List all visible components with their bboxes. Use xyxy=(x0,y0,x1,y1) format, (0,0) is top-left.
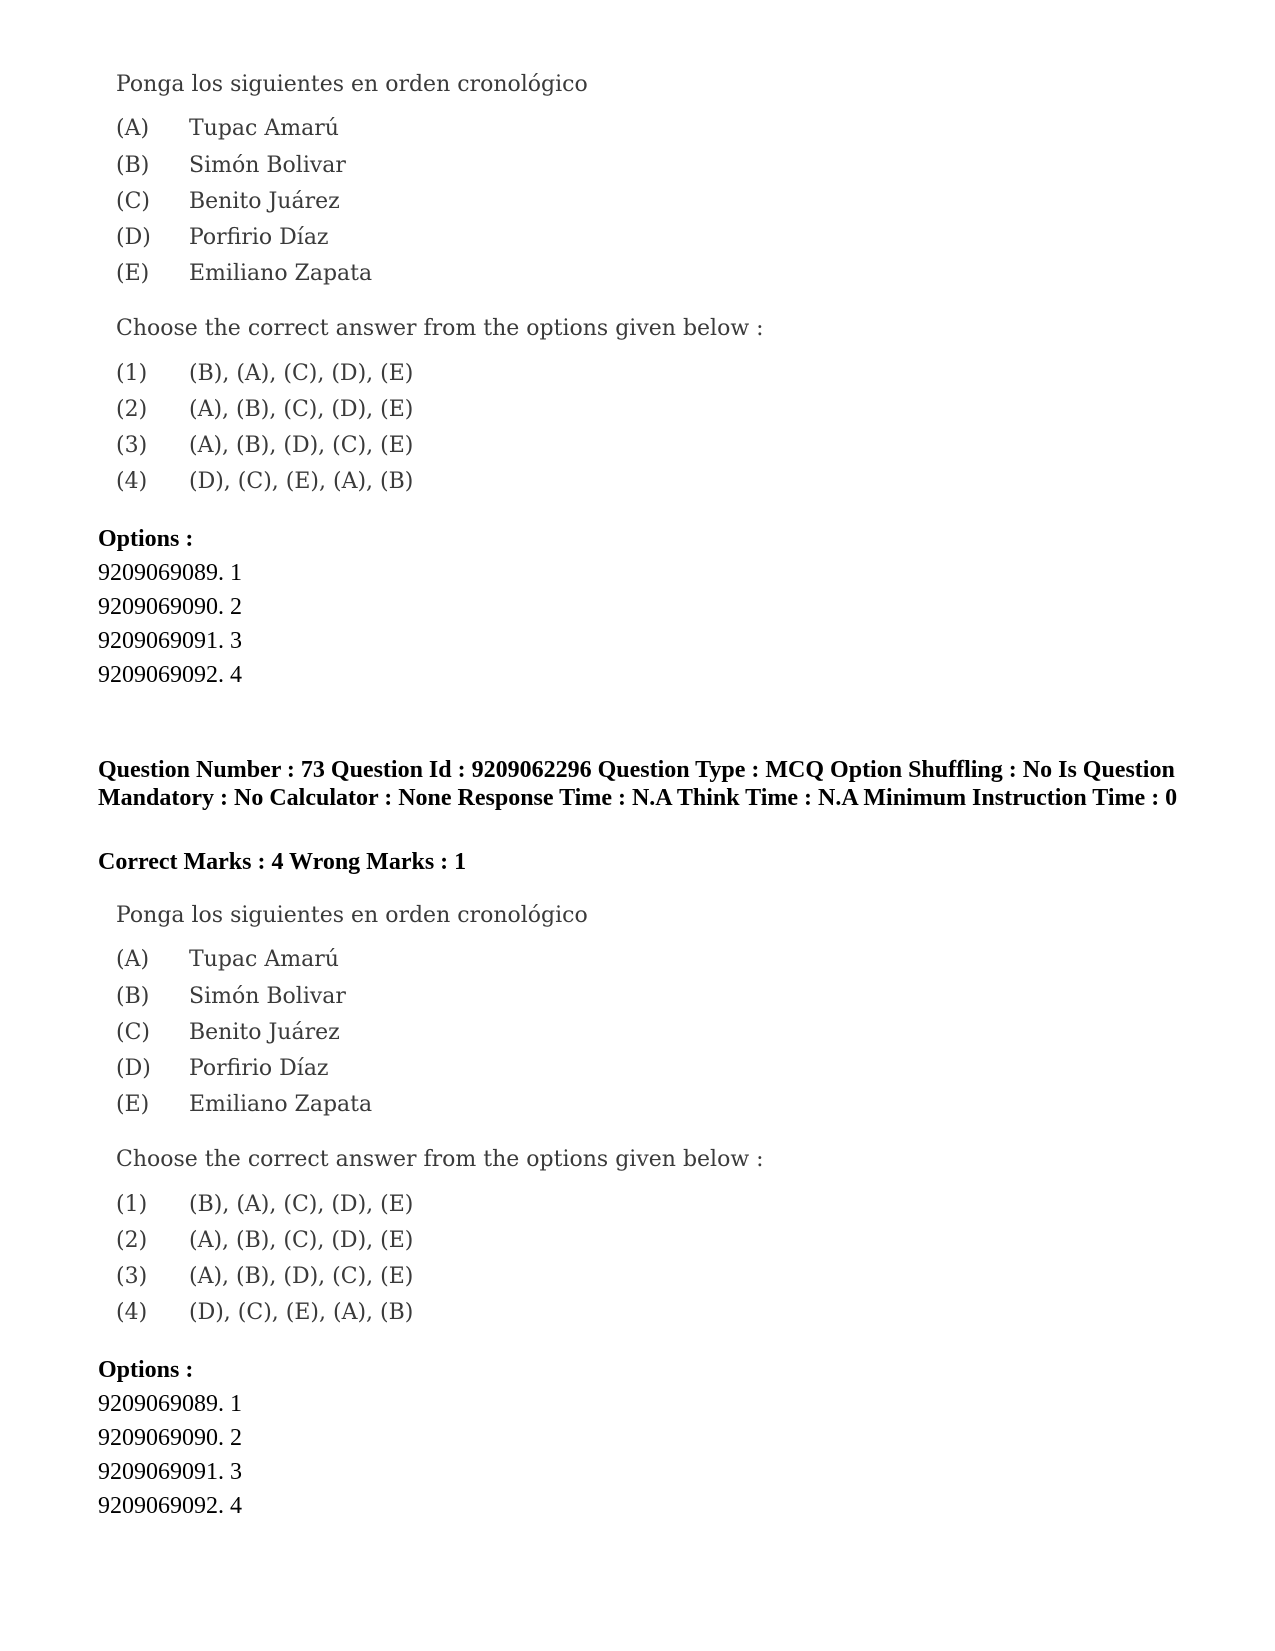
item-text: Simón Bolivar xyxy=(189,153,346,178)
item-label: (D) xyxy=(116,225,151,250)
answer-label: (3) xyxy=(116,433,148,458)
item-label: (E) xyxy=(116,261,150,286)
answer-label: (4) xyxy=(116,1300,148,1325)
marks-line: Correct Marks : 4 Wrong Marks : 1 xyxy=(98,849,467,875)
answer-text: (B), (A), (C), (D), (E) xyxy=(189,361,414,386)
item-text: Tupac Amarú xyxy=(189,947,339,972)
answer-label: (3) xyxy=(116,1264,148,1289)
item-text: Benito Juárez xyxy=(189,189,340,214)
answer-text: (A), (B), (D), (C), (E) xyxy=(189,433,414,458)
option-line-1: 9209069089. 1 xyxy=(98,1391,242,1417)
item-label: (C) xyxy=(116,189,150,214)
item-text: Emiliano Zapata xyxy=(189,261,373,286)
item-label: (C) xyxy=(116,1020,150,1045)
answer-label: (2) xyxy=(116,1228,148,1253)
answer-label: (4) xyxy=(116,469,148,494)
option-line-4: 9209069092. 4 xyxy=(98,1493,242,1519)
option-line-1: 9209069089. 1 xyxy=(98,560,242,586)
item-text: Porfirio Díaz xyxy=(189,225,329,250)
item-label: (E) xyxy=(116,1092,150,1117)
options-block-73 xyxy=(98,1353,242,1523)
answer-text: (A), (B), (C), (D), (E) xyxy=(189,397,414,422)
answer-text: (A), (B), (C), (D), (E) xyxy=(189,1228,414,1253)
choose-instruction: Choose the correct answer from the options given below : xyxy=(116,316,764,341)
item-label: (B) xyxy=(116,153,150,178)
item-text: Tupac Amarú xyxy=(189,116,339,141)
option-line-3: 9209069091. 3 xyxy=(98,628,242,654)
choose-instruction: Choose the correct answer from the options given below : xyxy=(116,1147,764,1172)
item-label: (B) xyxy=(116,984,150,1009)
item-label: (A) xyxy=(116,116,150,141)
answer-label: (2) xyxy=(116,397,148,422)
answer-text: (B), (A), (C), (D), (E) xyxy=(189,1192,414,1217)
item-label: (A) xyxy=(116,947,150,972)
answer-text: (A), (B), (D), (C), (E) xyxy=(189,1264,414,1289)
option-line-2: 9209069090. 2 xyxy=(98,1425,242,1451)
item-text: Emiliano Zapata xyxy=(189,1092,373,1117)
answer-label: (1) xyxy=(116,1192,148,1217)
options-title: Options : xyxy=(98,1357,194,1383)
answer-text: (D), (C), (E), (A), (B) xyxy=(189,1300,414,1325)
options-block-previous xyxy=(98,522,242,692)
answer-label: (1) xyxy=(116,361,148,386)
question-prompt: Ponga los siguientes en orden cronológico xyxy=(116,903,588,928)
answer-text: (D), (C), (E), (A), (B) xyxy=(189,469,414,494)
option-line-4: 9209069092. 4 xyxy=(98,662,242,688)
item-text: Simón Bolivar xyxy=(189,984,346,1009)
question-prompt: Ponga los siguientes en orden cronológico xyxy=(116,72,588,97)
question-header: Question Number : 73 Question Id : 9209062296 Question Type : MCQ Option Shuffling : No Is Question Mandatory : No Calculator : None Response Time : N.A Think Time : N.A Minimum Instruction Time : 0 xyxy=(98,757,1178,811)
item-text: Porfirio Díaz xyxy=(189,1056,329,1081)
item-text: Benito Juárez xyxy=(189,1020,340,1045)
option-line-3: 9209069091. 3 xyxy=(98,1459,242,1485)
item-label: (D) xyxy=(116,1056,151,1081)
options-title: Options : xyxy=(98,526,194,552)
option-line-2: 9209069090. 2 xyxy=(98,594,242,620)
